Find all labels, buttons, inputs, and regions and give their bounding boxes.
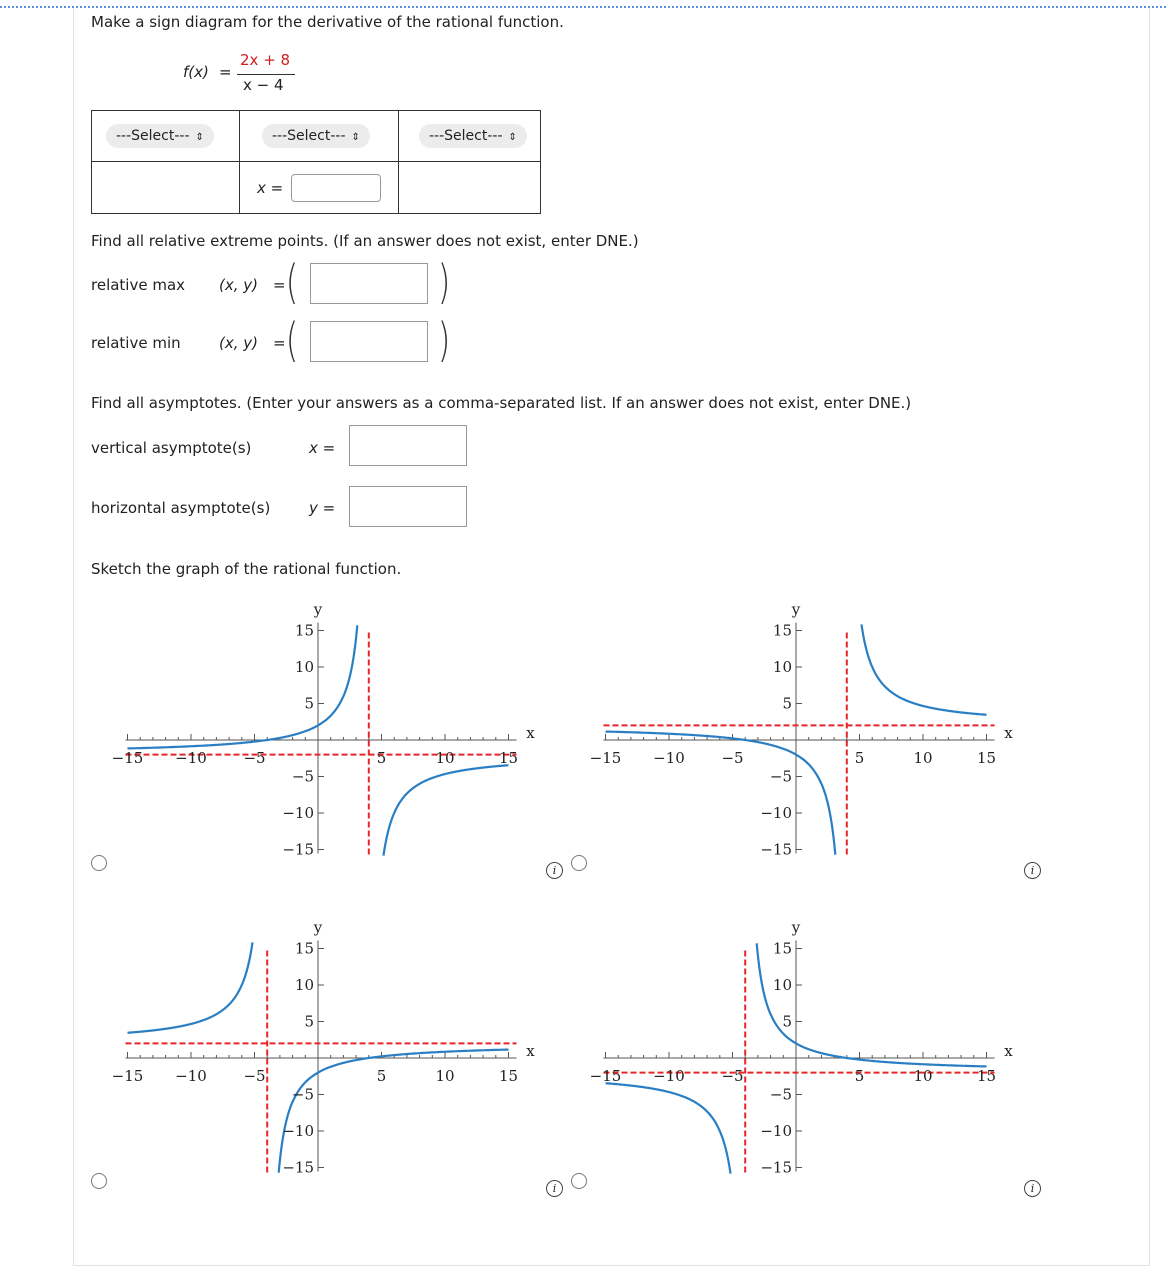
y-tick-label: 10	[294, 976, 314, 994]
function-equals: =	[219, 63, 232, 81]
y-tick-label: −15	[760, 840, 792, 859]
horizontal-asymptote-var: y =	[309, 499, 336, 517]
curve-left-branch	[128, 942, 253, 1032]
sign-cell-bottom-middle	[240, 162, 399, 214]
y-tick-label: −5	[769, 1085, 792, 1104]
critical-x-input[interactable]	[291, 174, 381, 202]
x-tick-label: −15	[589, 1067, 622, 1085]
updown-arrow-icon: ⇕	[508, 132, 517, 143]
relative-min-xy: (x, y)	[219, 334, 258, 352]
sign-select-middle[interactable]: ---Select--- ⇕	[262, 124, 370, 148]
relative-max-label: relative max	[91, 276, 186, 294]
y-tick-label: 5	[782, 1012, 792, 1031]
sign-select-right[interactable]: ---Select--- ⇕	[419, 124, 527, 148]
function-name: f(x)	[183, 63, 209, 81]
x-tick-label: 15	[498, 1067, 519, 1085]
x-tick-label: 5	[854, 749, 865, 767]
y-tick-label: 10	[294, 658, 314, 676]
relative-max-xy: (x, y)	[219, 276, 258, 294]
y-tick-label: 10	[772, 658, 792, 676]
y-tick-label: 15	[294, 939, 314, 958]
relative-max-input[interactable]	[310, 263, 428, 304]
extremes-instruction: Find all relative extreme points. (If an answer does not exist, enter DNE.)	[91, 232, 639, 250]
x-tick-label: 5	[854, 1067, 865, 1085]
asymptotes-instruction: Find all asymptotes. (Enter your answers as a comma-separated list. If an answer does not exist, enter DNE.)	[91, 394, 912, 412]
y-tick-label: −10	[282, 1122, 314, 1140]
x-tick-label: −5	[721, 749, 744, 767]
x-axis-label: x	[1004, 1042, 1013, 1060]
y-axis-label: y	[791, 918, 801, 937]
question-border-right	[1149, 8, 1150, 1266]
curve-left-branch	[606, 732, 836, 855]
sign-cell-middle	[240, 111, 399, 162]
x-tick-label: −15	[111, 1067, 144, 1085]
x-tick-label: 5	[376, 749, 387, 767]
y-tick-label: 15	[772, 621, 792, 640]
right-paren-icon: )	[437, 313, 451, 367]
horizontal-asymptote-label: horizontal asymptote(s)	[91, 499, 271, 517]
x-tick-label: −15	[111, 749, 144, 767]
y-tick-label: −15	[282, 840, 314, 859]
curve-right-branch	[384, 765, 509, 855]
option-d-radio[interactable]	[571, 1173, 587, 1189]
x-axis-label: x	[526, 724, 535, 742]
curve-right-branch	[279, 1050, 509, 1173]
graph-option-a	[100, 590, 560, 880]
relative-min-input[interactable]	[310, 321, 428, 362]
y-tick-label: −10	[760, 804, 792, 822]
relative-max-equals: =	[273, 276, 286, 294]
x-tick-label: 15	[498, 749, 519, 767]
function-denominator: x − 4	[243, 76, 284, 94]
curve-right-branch	[862, 624, 987, 714]
vertical-asymptote-label: vertical asymptote(s)	[91, 439, 252, 457]
x-tick-label: 15	[976, 1067, 997, 1085]
x-tick-label: 10	[435, 1067, 455, 1085]
y-tick-label: 5	[782, 694, 792, 713]
y-tick-label: −15	[760, 1158, 792, 1177]
option-a-info-icon[interactable]: i	[546, 862, 563, 879]
right-paren-icon: )	[437, 255, 451, 309]
horizontal-asymptote-input[interactable]	[349, 486, 467, 527]
x-tick-label: −5	[721, 1067, 744, 1085]
sign-cell-right	[399, 111, 541, 162]
question-border-left	[73, 8, 74, 1266]
y-tick-label: 5	[304, 1012, 314, 1031]
y-tick-label: 15	[772, 939, 792, 958]
x-tick-label: −10	[175, 1067, 207, 1085]
x-tick-label: −10	[653, 1067, 685, 1085]
option-c-radio[interactable]	[91, 1173, 107, 1189]
x-tick-label: 10	[913, 749, 933, 767]
y-tick-label: 15	[294, 621, 314, 640]
y-tick-label: −5	[291, 1085, 314, 1104]
vertical-asymptote-input[interactable]	[349, 425, 467, 466]
critical-x-label: x =	[257, 179, 284, 197]
sign-cell-bottom-right	[399, 162, 541, 214]
y-tick-label: −10	[760, 1122, 792, 1140]
x-tick-label: 15	[976, 749, 997, 767]
sign-select-left[interactable]: ---Select--- ⇕	[106, 124, 214, 148]
y-tick-label: 10	[772, 976, 792, 994]
vertical-asymptote-var: x =	[309, 439, 336, 457]
graph-option-d	[578, 908, 1038, 1198]
x-tick-label: −5	[243, 749, 266, 767]
question-prompt: Make a sign diagram for the derivative of the rational function.	[91, 13, 564, 31]
option-c-info-icon[interactable]: i	[546, 1180, 563, 1197]
curve-left-branch	[128, 625, 358, 748]
graph-option-c	[100, 908, 560, 1198]
function-numerator: 2x + 8	[240, 51, 291, 69]
y-tick-label: −10	[282, 804, 314, 822]
x-tick-label: −10	[175, 749, 207, 767]
x-tick-label: −15	[589, 749, 622, 767]
y-tick-label: −5	[291, 767, 314, 786]
curve-left-branch	[606, 1083, 731, 1173]
y-axis-label: y	[313, 918, 323, 937]
sketch-instruction: Sketch the graph of the rational function.	[91, 560, 402, 578]
curve-right-branch	[757, 943, 987, 1066]
option-b-radio[interactable]	[571, 855, 587, 871]
x-tick-label: 10	[913, 1067, 933, 1085]
left-paren-icon: (	[285, 255, 299, 309]
x-tick-label: −10	[653, 749, 685, 767]
relative-min-label: relative min	[91, 334, 181, 352]
y-tick-label: −15	[282, 1158, 314, 1177]
relative-min-equals: =	[273, 334, 286, 352]
x-axis-label: x	[1004, 724, 1013, 742]
question-border-top	[0, 6, 1166, 8]
sign-diagram-table	[91, 110, 541, 214]
x-tick-label: −5	[243, 1067, 266, 1085]
updown-arrow-icon: ⇕	[195, 132, 204, 143]
sign-cell-left	[92, 111, 240, 162]
y-axis-label: y	[313, 600, 323, 619]
x-axis-label: x	[526, 1042, 535, 1060]
left-paren-icon: (	[285, 313, 299, 367]
fraction-bar	[237, 74, 295, 75]
graph-option-b	[578, 590, 1038, 880]
y-tick-label: −5	[769, 767, 792, 786]
y-tick-label: 5	[304, 694, 314, 713]
x-tick-label: 5	[376, 1067, 387, 1085]
option-d-info-icon[interactable]: i	[1024, 1180, 1041, 1197]
y-axis-label: y	[791, 600, 801, 619]
updown-arrow-icon: ⇕	[351, 132, 360, 143]
x-tick-label: 10	[435, 749, 455, 767]
sign-cell-bottom-left	[92, 162, 240, 214]
option-b-info-icon[interactable]: i	[1024, 862, 1041, 879]
option-a-radio[interactable]	[91, 855, 107, 871]
question-border-bottom	[73, 1265, 1150, 1266]
